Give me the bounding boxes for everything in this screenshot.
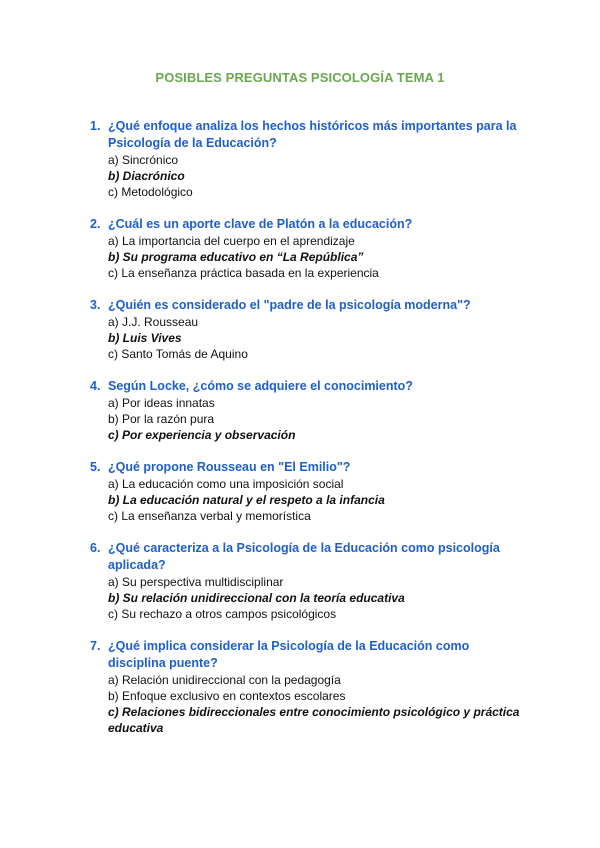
option-list [90, 233, 530, 281]
question-7 [90, 638, 530, 736]
question-3 [90, 297, 530, 362]
question-heading [90, 216, 530, 233]
option-c: c) Metodológico [108, 185, 193, 199]
question-6 [90, 540, 530, 622]
question-heading [90, 378, 530, 395]
question-1 [90, 118, 530, 200]
option-c: c) Santo Tomás de Aquino [108, 347, 248, 361]
question-heading [90, 118, 530, 152]
option-c: c) La enseñanza práctica basada en la experiencia [108, 266, 379, 280]
question-number: 6. [90, 541, 101, 555]
question-text: ¿Qué enfoque analiza los hechos históricos más importantes para la Psicología de la Educación? [108, 119, 517, 150]
question-4 [90, 378, 530, 443]
question-text: ¿Qué implica considerar la Psicología de la Educación como disciplina puente? [108, 639, 470, 670]
page-title: POSIBLES PREGUNTAS PSICOLOGÍA TEMA 1 [155, 70, 445, 85]
question-heading [90, 638, 530, 672]
question-text: ¿Qué propone Rousseau en "El Emilio"? [108, 460, 351, 474]
option-b: b) Enfoque exclusivo en contextos escolares [108, 689, 346, 703]
option-a: a) Sincrónico [108, 153, 179, 167]
question-number: 3. [90, 298, 101, 312]
option-list [90, 152, 530, 200]
option-list [90, 314, 530, 362]
question-heading [90, 540, 530, 574]
question-heading [90, 297, 530, 314]
option-a: a) Relación unidireccional con la pedagogía [108, 673, 341, 687]
question-5 [90, 459, 530, 524]
option-list [90, 395, 530, 443]
question-text: ¿Cuál es un aporte clave de Platón a la educación? [108, 217, 413, 231]
option-a: a) Su perspectiva multidisciplinar [108, 575, 284, 589]
question-2 [90, 216, 530, 281]
option-list [90, 476, 530, 524]
question-list [90, 118, 530, 752]
question-heading [90, 459, 530, 476]
question-number: 1. [90, 119, 101, 133]
option-b-correct: b) La educación natural y el respeto a la infancia [108, 493, 385, 507]
option-a: a) J.J. Rousseau [108, 315, 199, 329]
option-c: c) Su rechazo a otros campos psicológicos [108, 607, 337, 621]
question-text: ¿Quién es considerado el "padre de la psicología moderna"? [108, 298, 471, 312]
option-b-correct: b) Su programa educativo en “La República” [108, 250, 364, 264]
question-text: ¿Qué caracteriza a la Psicología de la Educación como psicología aplicada? [108, 541, 500, 572]
option-c-correct: c) Relaciones bidireccionales entre conocimiento psicológico y práctica educativa [108, 705, 520, 735]
option-a: a) La educación como una imposición social [108, 477, 344, 491]
option-b-correct: b) Diacrónico [108, 169, 185, 183]
question-number: 5. [90, 460, 101, 474]
option-list [90, 574, 530, 622]
question-number: 4. [90, 379, 101, 393]
question-number: 7. [90, 639, 101, 653]
question-text: Según Locke, ¿cómo se adquiere el conocimiento? [108, 379, 413, 393]
option-c-correct: c) Por experiencia y observación [108, 428, 296, 442]
option-b-correct: b) Su relación unidireccional con la teoría educativa [108, 591, 405, 605]
option-c: c) La enseñanza verbal y memorística [108, 509, 311, 523]
option-list [90, 672, 530, 736]
option-b-correct: b) Luis Vives [108, 331, 182, 345]
question-number: 2. [90, 217, 101, 231]
option-a: a) Por ideas innatas [108, 396, 215, 410]
option-a: a) La importancia del cuerpo en el aprendizaje [108, 234, 355, 248]
option-b: b) Por la razón pura [108, 412, 215, 426]
